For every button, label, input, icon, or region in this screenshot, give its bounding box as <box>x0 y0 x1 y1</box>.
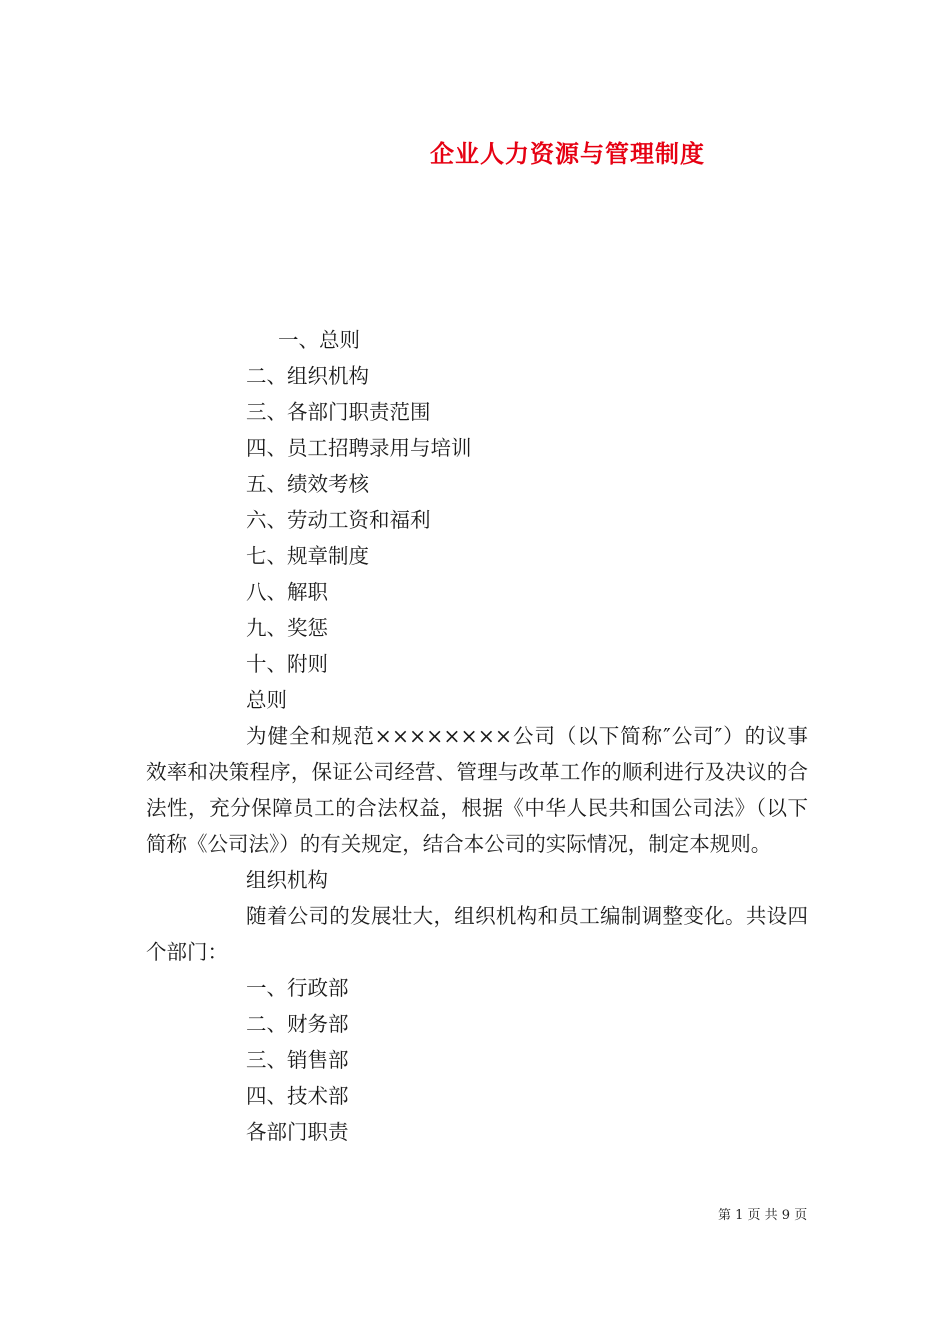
toc-item: 七、规章制度 <box>246 544 369 568</box>
department-item: 一、行政部 <box>246 976 349 1000</box>
toc-item: 四、员工招聘录用与培训 <box>246 436 472 460</box>
document-body <box>146 322 808 1150</box>
toc-item: 九、奖惩 <box>246 616 328 640</box>
paragraph-organization: 随着公司的发展壮大，组织机构和员工编制调整变化。共设四个部门： <box>146 904 808 964</box>
toc-item: 十、附则 <box>246 652 328 676</box>
toc-item: 二、组织机构 <box>246 364 369 388</box>
department-item: 三、销售部 <box>246 1048 349 1072</box>
section-heading-general: 总则 <box>246 688 287 712</box>
page-number: 第 1 页 共 9 页 <box>718 1208 808 1223</box>
toc-item: 三、各部门职责范围 <box>246 400 431 424</box>
paragraph-general: 为健全和规范××××××××公司（以下简称″公司″）的议事效率和决策程序，保证公司经营、管理与改革工作的顺利进行及决议的合法性，充分保障员工的合法权益，根据《中华人民共和国公司法》（以下简称《公司法》）的有关规定，结合本公司的实际情况，制定本规则。 <box>146 724 808 856</box>
toc-item: 五、绩效考核 <box>246 472 369 496</box>
toc-item: 六、劳动工资和福利 <box>246 508 431 532</box>
department-item: 四、技术部 <box>246 1084 349 1108</box>
toc-item: 一、总则 <box>278 328 360 352</box>
department-item: 二、财务部 <box>246 1012 349 1036</box>
document-title: 企业人力资源与管理制度 <box>430 139 705 168</box>
section-heading-responsibilities: 各部门职责 <box>246 1120 349 1144</box>
section-heading-organization: 组织机构 <box>246 868 328 892</box>
toc-item: 八、解职 <box>246 580 328 604</box>
